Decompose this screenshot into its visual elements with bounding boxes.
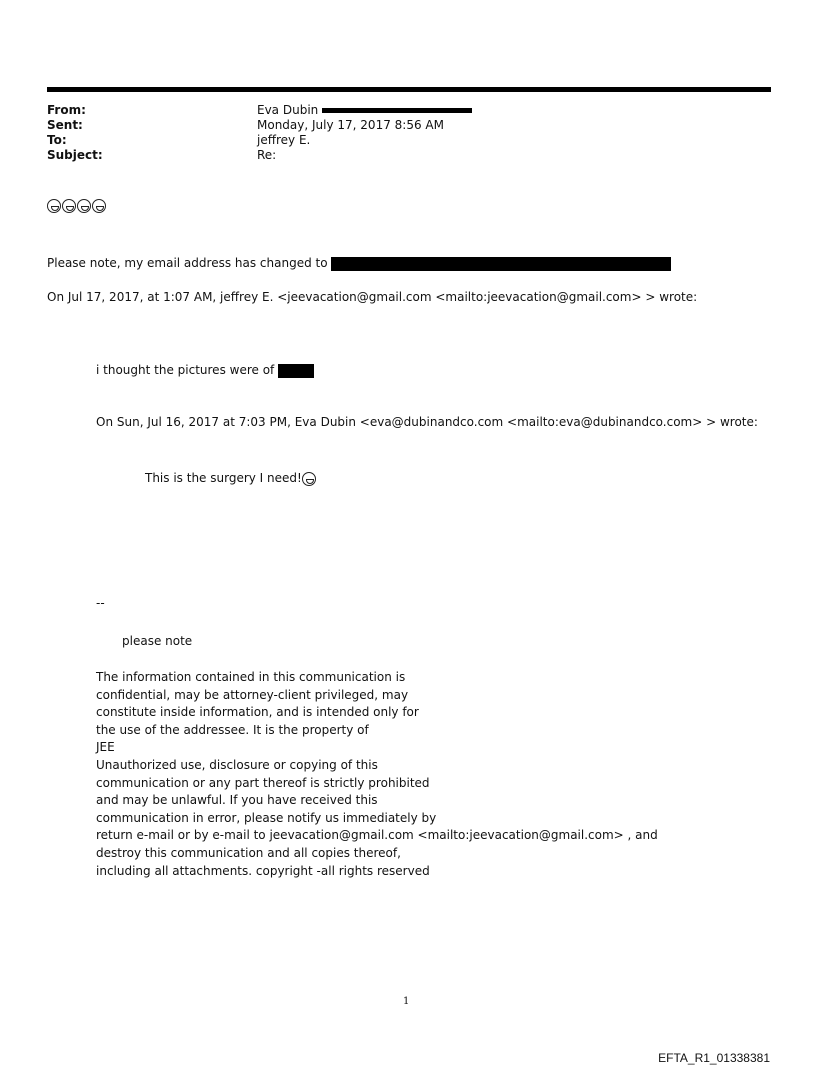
laughing-face-icon: [47, 199, 61, 213]
quote1-text-line: [96, 363, 314, 378]
disclaimer-line: destroy this communication and all copies thereof,: [96, 845, 401, 860]
disclaimer: [96, 669, 658, 880]
disclaimer-line: confidential, may be attorney-client privileged, may: [96, 687, 409, 702]
subject-value: Re:: [257, 148, 277, 162]
laughing-face-icon: [62, 199, 76, 213]
header-rule: [47, 87, 771, 92]
to-label: To:: [47, 133, 67, 147]
to-value: jeffrey E.: [257, 133, 311, 147]
disclaimer-line: The information contained in this communication is: [96, 670, 406, 684]
disclaimer-line: and may be unlawful. If you have received this: [96, 793, 378, 808]
quote2-header: On Sun, Jul 16, 2017 at 7:03 PM, Eva Dubin <eva@dubinandco.com <mailto:eva@dubinandco.com> > wrote:: [96, 415, 758, 429]
sent-label: Sent:: [47, 118, 83, 132]
sent-value: Monday, July 17, 2017 8:56 AM: [257, 118, 444, 132]
disclaimer-line: the use of the addressee. It is the property of: [96, 722, 369, 737]
quote2-text-line: [145, 471, 317, 486]
redaction: [331, 257, 671, 271]
disclaimer-line: communication in error, please notify us immediately by: [96, 810, 437, 825]
from-value: [257, 103, 472, 117]
subject-label: Subject:: [47, 148, 103, 162]
laughing-face-icon: [92, 199, 106, 213]
page-number: 1: [403, 996, 410, 1007]
surprised-face-icon: [302, 472, 316, 486]
please-note: please note: [122, 634, 193, 648]
notice-text: Please note, my email address has changed to: [47, 256, 328, 270]
address-change-notice: [47, 256, 671, 271]
sender-name: Eva Dubin: [257, 103, 319, 117]
document-id: EFTA_R1_01338381: [658, 1051, 770, 1065]
signature-separator: --: [96, 596, 105, 610]
emoji-row: [47, 198, 107, 213]
disclaimer-line: JEE: [96, 740, 115, 755]
disclaimer-line: Unauthorized use, disclosure or copying of this: [96, 757, 378, 772]
quote2-text: This is the surgery I need!: [145, 471, 302, 485]
disclaimer-line: including all attachments. copyright -all rights reserved: [96, 863, 430, 878]
from-label: From:: [47, 103, 86, 117]
quote1-header: On Jul 17, 2017, at 1:07 AM, jeffrey E. <jeevacation@gmail.com <mailto:jeevacation@gmail.com> > wrote:: [47, 290, 698, 304]
redaction: [278, 364, 314, 378]
quote1-text: i thought the pictures were of: [96, 363, 275, 377]
disclaimer-line: communication or any part thereof is strictly prohibited: [96, 775, 430, 790]
redaction: [322, 108, 472, 113]
disclaimer-line: return e-mail or by e-mail to jeevacation@gmail.com <mailto:jeevacation@gmail.com> , and: [96, 828, 658, 843]
disclaimer-line: constitute inside information, and is intended only for: [96, 705, 419, 720]
laughing-face-icon: [77, 199, 91, 213]
